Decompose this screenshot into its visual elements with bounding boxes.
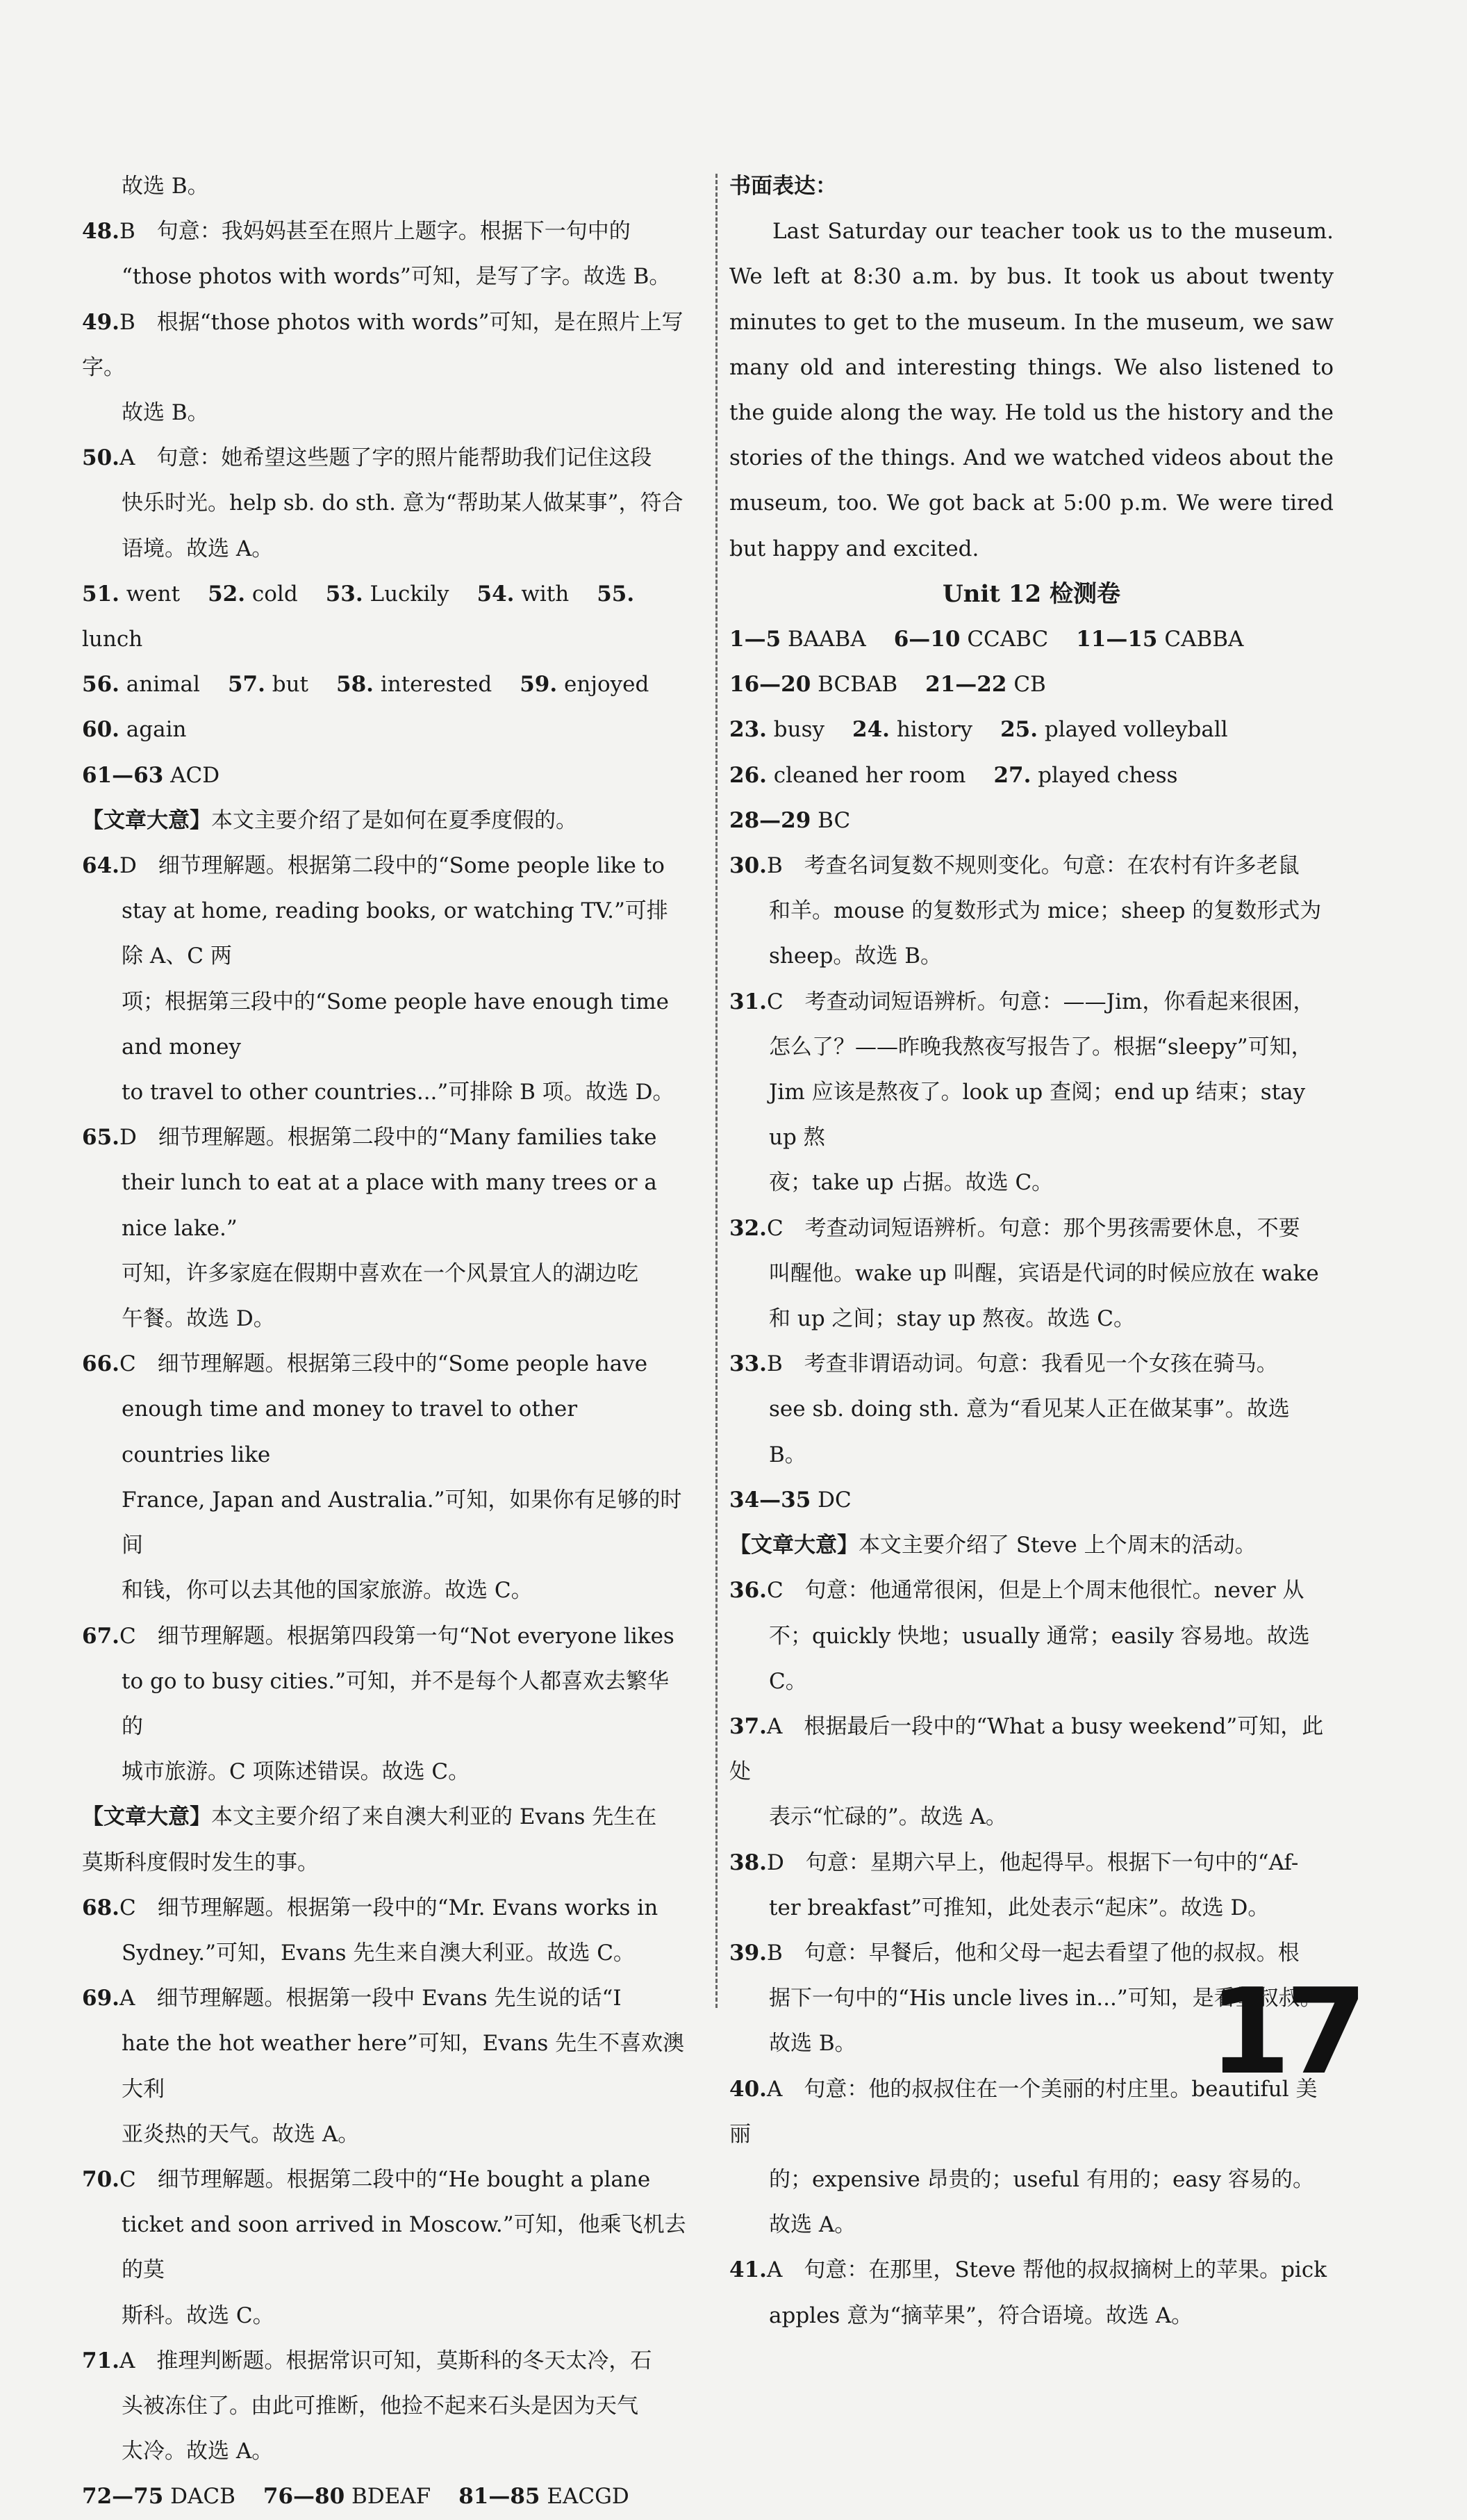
question-explanation	[729, 1704, 1334, 1795]
explanation-text: A 句意：在那里，Steve 帮他的叔叔摘树上的苹果。pick	[766, 2257, 1327, 2283]
answer-number: 6—10	[893, 627, 961, 652]
summary-tag: 【文章大意】	[82, 807, 211, 833]
answer-value: BDEAF	[351, 2484, 431, 2510]
answer-value: EACGD	[547, 2484, 629, 2510]
explanation-text: 故选 B。	[769, 2031, 856, 2057]
question-number: 70.	[82, 2166, 119, 2192]
explanation-text: D 细节理解题。根据第二段中的“Many families take	[119, 1125, 657, 1151]
answer-number: 16—20	[729, 672, 811, 698]
answer-number: 72—75	[82, 2484, 164, 2510]
explanation-text: 表示“忙碌的”。故选 A。	[769, 1804, 1007, 1830]
explanation-line	[82, 1160, 686, 1251]
explanation-text: stay at home, reading books, or watching TV.”可排除 A、C 两	[122, 898, 668, 969]
explanation-line	[729, 1160, 1334, 1205]
question-explanation	[82, 1886, 686, 1931]
summary-tag: 【文章大意】	[82, 1804, 211, 1830]
explanation-text: 怎么了？——昨晚我熬夜写报告了。根据“sleepy”可知，	[769, 1034, 1313, 1060]
explanation-text: to go to busy cities.”可知，并不是每个人都喜欢去繁华的	[122, 1668, 670, 1739]
question-number: 64.	[82, 853, 119, 879]
answer-value: animal	[126, 672, 200, 698]
answer-value: lunch	[82, 627, 143, 652]
answer-number: 60.	[82, 717, 119, 743]
explanation-line	[729, 889, 1334, 934]
explanation-text: A 句意：她希望这些题了字的照片能帮助我们记住这段	[119, 445, 652, 471]
answer-value: but	[272, 672, 309, 698]
answer-line	[729, 753, 1334, 798]
explanation-line	[82, 2429, 686, 2474]
explanation-line	[729, 1251, 1334, 1296]
explanation-text: 和 up 之间；stay up 熬夜。故选 C。	[769, 1306, 1135, 1332]
question-number: 38.	[729, 1850, 767, 1875]
explanation-line	[82, 798, 686, 843]
explanation-line	[729, 1614, 1334, 1704]
answer-value: CB	[1013, 672, 1046, 698]
left-column	[82, 164, 686, 2520]
explanation-line	[82, 481, 686, 526]
answer-number: 59.	[520, 672, 558, 698]
answer-value: BCBAB	[818, 672, 898, 698]
explanation-line	[82, 1840, 686, 1886]
explanation-text: their lunch to eat at a place with many trees or a nice lake.”	[122, 1170, 657, 1241]
explanation-line	[82, 2021, 686, 2111]
answer-line	[729, 707, 1334, 752]
page-number: 17	[1209, 1963, 1362, 2101]
explanation-text: 太冷。故选 A。	[122, 2439, 274, 2464]
answer-number: 57.	[227, 672, 265, 698]
question-explanation	[82, 843, 686, 889]
explanation-line	[82, 1659, 686, 1749]
explanation-text: 语境。故选 A。	[122, 536, 274, 561]
answer-value: again	[126, 717, 187, 743]
explanation-text: 和羊。mouse 的复数形式为 mice；sheep 的复数形式为	[769, 898, 1322, 924]
explanation-text: C 细节理解题。根据第一段中的“Mr. Evans works in	[119, 1895, 658, 1920]
explanation-text: ter breakfast”可推知，此处表示“起床”。故选 D。	[769, 1895, 1270, 1920]
explanation-line	[729, 2293, 1334, 2339]
explanation-line	[82, 2202, 686, 2293]
question-number: 68.	[82, 1895, 119, 1920]
explanation-line	[729, 2157, 1334, 2248]
answer-value: Luckily	[370, 581, 449, 607]
answer-number: 55.	[597, 581, 635, 607]
explanation-text: D 细节理解题。根据第二段中的“Some people like to	[119, 853, 665, 879]
explanation-line	[82, 980, 686, 1070]
explanation-text: C 句意：他通常很闲，但是上个周末他很忙。never 从	[766, 1578, 1304, 1604]
answer-value: ACD	[170, 762, 220, 788]
explanation-line	[82, 1568, 686, 1613]
explanation-text: C 细节理解题。根据第三段中的“Some people have	[119, 1351, 648, 1377]
explanation-text: A 句意：他的叔叔住在一个美丽的村庄里。beautiful 美丽	[729, 2076, 1318, 2147]
explanation-text: ticket and soon arrived in Moscow.”可知，他乘飞机去的莫	[122, 2212, 686, 2283]
answer-line	[82, 572, 686, 662]
answer-number: 34—35	[729, 1487, 811, 1513]
question-number: 31.	[729, 989, 767, 1014]
explanation-text: enough time and money to travel to other countries like	[122, 1397, 578, 1467]
answer-number: 21—22	[925, 672, 1007, 698]
explanation-line	[729, 1070, 1334, 1160]
answer-number: 27.	[993, 762, 1031, 788]
explanation-text: 头被冻住了。由此可推断，他捡不起来石头是因为天气	[122, 2393, 638, 2419]
question-number: 40.	[729, 2076, 767, 2102]
explanation-line	[82, 1795, 686, 1840]
answer-line	[82, 753, 686, 798]
explanation-text: 故选 B。	[122, 400, 209, 426]
explanation-text: sheep。故选 B。	[769, 944, 943, 969]
question-number: 36.	[729, 1578, 767, 1604]
answer-line	[82, 2474, 686, 2519]
question-explanation	[82, 2339, 686, 2384]
question-explanation	[82, 1614, 686, 1659]
question-explanation	[82, 1115, 686, 1160]
answer-value: CABBA	[1164, 627, 1244, 652]
explanation-text: 叫醒他。wake up 叫醒，宾语是代词的时候应放在 wake	[769, 1260, 1319, 1286]
explanation-text: C 细节理解题。根据第四段第一句“Not everyone likes	[119, 1623, 674, 1649]
explanation-line	[82, 1296, 686, 1342]
answer-number: 53.	[325, 581, 363, 607]
answer-value: interested	[380, 672, 492, 698]
explanation-text: 可知，许多家庭在假期中喜欢在一个风景宜人的湖边吃	[122, 1260, 638, 1286]
question-explanation	[82, 209, 686, 254]
explanation-text: 的；expensive 昂贵的；useful 有用的；easy 容易的。故选 A。	[769, 2166, 1315, 2238]
explanation-line	[82, 1070, 686, 1115]
explanation-line	[82, 1251, 686, 1296]
question-explanation	[729, 1206, 1334, 1251]
answer-value: DC	[818, 1487, 852, 1513]
answer-value: BAABA	[788, 627, 866, 652]
explanation-text: Jim 应该是熬夜了。look up 查阅；end up 结束；stay up 熬	[769, 1080, 1306, 1151]
answer-number: 26.	[729, 762, 767, 788]
explanation-line	[82, 2384, 686, 2429]
section-title: Unit 12 检测卷	[943, 579, 1120, 608]
question-number: 33.	[729, 1351, 767, 1377]
question-number: 69.	[82, 1986, 119, 2011]
essay-paragraph: Last Saturday our teacher took us to the museum. We left at 8:30 a.m. by bus. It took us about twenty minutes to get to the museum. In the museum, we saw many old and interesting things. We also listened to the guide along the way. He told us the history and the stories of the things. And we watched videos about the museum, too. We got back at 5:00 p.m. We were tired but happy and excited.	[729, 219, 1334, 561]
explanation-text: 本文主要介绍了是如何在夏季度假的。	[211, 807, 577, 833]
question-explanation	[82, 300, 686, 390]
explanation-text: 和钱，你可以去其他的国家旅游。故选 C。	[122, 1578, 533, 1604]
question-number: 41.	[729, 2257, 767, 2283]
explanation-text: 城市旅游。C 项陈述错误。故选 C。	[122, 1759, 470, 1785]
question-explanation	[729, 980, 1334, 1025]
explanation-text: 不；quickly 快地；usually 通常；easily 容易地。故选 C。	[769, 1623, 1310, 1694]
answer-line	[82, 662, 686, 752]
explanation-text: hate the hot weather here”可知，Evans 先生不喜欢澳大利	[122, 2031, 685, 2102]
question-number: 65.	[82, 1125, 119, 1151]
explanation-text: B 考查非谓语动词。句意：我看见一个女孩在骑马。	[766, 1351, 1278, 1377]
explanation-text: B 句意：早餐后，他和父母一起去看望了他的叔叔。根	[766, 1940, 1300, 1966]
answer-number: 25.	[1000, 717, 1038, 743]
question-explanation	[729, 1840, 1334, 1886]
explanation-line	[729, 1296, 1334, 1342]
question-number: 50.	[82, 445, 119, 471]
explanation-text: B 根据“those photos with words”可知，是在照片上写字。	[82, 309, 683, 380]
explanation-line	[82, 254, 686, 299]
explanation-text: C 考查动词短语辨析。句意：——Jim，你看起来很困，	[766, 989, 1315, 1014]
answer-line	[729, 1478, 1334, 1523]
explanation-text: 亚炎热的天气。故选 A。	[122, 2121, 360, 2147]
explanation-text: 午餐。故选 D。	[122, 1306, 275, 1332]
explanation-line	[729, 934, 1334, 979]
question-number: 66.	[82, 1351, 119, 1377]
explanation-text: 故选 B。	[122, 174, 209, 199]
answer-number: 56.	[82, 672, 119, 698]
explanation-text: Sydney.”可知，Evans 先生来自澳大利亚。故选 C。	[122, 1940, 635, 1966]
column-divider	[715, 174, 718, 2008]
answer-value: played chess	[1038, 762, 1178, 788]
explanation-text: see sb. doing sth. 意为“看见某人正在做某事”。故选 B。	[769, 1397, 1290, 1467]
answer-number: 1—5	[729, 627, 781, 652]
question-number: 49.	[82, 309, 119, 335]
question-explanation	[729, 1568, 1334, 1613]
question-number: 71.	[82, 2348, 119, 2373]
explanation-text: 快乐时光。help sb. do sth. 意为“帮助某人做某事”，符合	[122, 491, 683, 516]
answer-value: with	[521, 581, 570, 607]
explanation-line	[82, 2112, 686, 2157]
explanation-text: D 句意：星期六早上，他起得早。根据下一句中的“Af-	[766, 1850, 1299, 1875]
answer-number: 81—85	[458, 2484, 540, 2510]
answer-number: 52.	[208, 581, 246, 607]
question-number: 30.	[729, 853, 767, 879]
explanation-text: France, Japan and Australia.”可知，如果你有足够的时间	[122, 1487, 682, 1558]
answer-number: 23.	[729, 717, 767, 743]
question-explanation	[729, 1342, 1334, 1387]
answer-number: 61—63	[82, 762, 164, 788]
explanation-line	[82, 1931, 686, 1976]
explanation-line	[82, 164, 686, 209]
answer-value: went	[126, 581, 181, 607]
answer-number: 51.	[82, 581, 119, 607]
explanation-line	[729, 1025, 1334, 1070]
answer-number: 58.	[336, 672, 374, 698]
answer-value: cleaned her room	[773, 762, 966, 788]
explanation-text: A 根据最后一段中的“What a busy weekend”可知，此处	[729, 1713, 1324, 1785]
explanation-line	[82, 2293, 686, 2339]
answer-value: history	[896, 717, 973, 743]
answer-value: CCABC	[967, 627, 1049, 652]
explanation-line	[82, 1478, 686, 1568]
explanation-text: 项；根据第三段中的“Some people have enough time and money	[122, 989, 670, 1060]
explanation-text: to travel to other countries...”可排除 B 项。故选 D。	[122, 1080, 674, 1105]
explanation-text: 夜；take up 占据。故选 C。	[769, 1170, 1054, 1196]
question-number: 32.	[729, 1215, 767, 1241]
explanation-line	[729, 1795, 1334, 1840]
explanation-text: 莫斯科度假时发生的事。	[82, 1850, 319, 1875]
explanation-text: apples 意为“摘苹果”，符合语境。故选 A。	[769, 2303, 1193, 2328]
explanation-line	[729, 1387, 1334, 1477]
explanation-text: 本文主要介绍了来自澳大利亚的 Evans 先生在	[211, 1804, 657, 1830]
answer-number: 24.	[852, 717, 890, 743]
explanation-line	[82, 889, 686, 979]
section-label: 书面表达：	[729, 174, 837, 199]
question-number: 48.	[82, 219, 119, 245]
answer-value: cold	[251, 581, 298, 607]
question-explanation	[729, 2248, 1334, 2293]
question-explanation	[82, 1976, 686, 2021]
explanation-text: 据下一句中的“His uncle lives in...”可知，是看望叔叔。	[769, 1986, 1322, 2011]
answer-number: 76—80	[263, 2484, 345, 2510]
answer-value: DACB	[170, 2484, 235, 2510]
explanation-line	[82, 527, 686, 572]
explanation-text: 斯科。故选 C。	[122, 2303, 274, 2328]
answer-line	[729, 617, 1334, 662]
explanation-line	[82, 390, 686, 436]
explanation-text: C 考查动词短语辨析。句意：那个男孩需要休息，不要	[766, 1215, 1300, 1241]
explanation-text: 本文主要介绍了 Steve 上个周末的活动。	[859, 1533, 1257, 1558]
explanation-text: A 细节理解题。根据第一段中 Evans 先生说的话“I	[119, 1986, 622, 2011]
answer-value: played volleyball	[1044, 717, 1228, 743]
question-explanation	[729, 843, 1334, 889]
answer-value: BC	[818, 807, 851, 833]
question-number: 39.	[729, 1940, 767, 1966]
question-explanation	[82, 1342, 686, 1387]
explanation-line	[82, 1387, 686, 1477]
explanation-line	[82, 1749, 686, 1795]
question-number: 67.	[82, 1623, 119, 1649]
question-explanation	[82, 436, 686, 481]
explanation-text: A 推理判断题。根据常识可知，莫斯科的冬天太冷，石	[119, 2348, 652, 2373]
question-number: 37.	[729, 1713, 767, 1739]
summary-tag: 【文章大意】	[729, 1533, 859, 1558]
answer-line	[729, 662, 1334, 707]
explanation-text: B 考查名词复数不规则变化。句意：在农村有许多老鼠	[766, 853, 1300, 879]
explanation-text: C 细节理解题。根据第二段中的“He bought a plane	[119, 2166, 651, 2192]
question-explanation	[82, 2157, 686, 2202]
answer-number: 11—15	[1076, 627, 1158, 652]
explanation-text: B 句意：我妈妈甚至在照片上题字。根据下一句中的	[119, 219, 631, 245]
answer-value: busy	[773, 717, 825, 743]
explanation-text: “those photos with words”可知，是写了字。故选 B。	[122, 264, 671, 290]
answer-number: 54.	[476, 581, 515, 607]
answer-value: enjoyed	[564, 672, 649, 698]
explanation-line	[729, 1886, 1334, 1931]
answer-line	[729, 798, 1334, 843]
answer-number: 28—29	[729, 807, 811, 833]
explanation-line	[729, 1523, 1334, 1568]
